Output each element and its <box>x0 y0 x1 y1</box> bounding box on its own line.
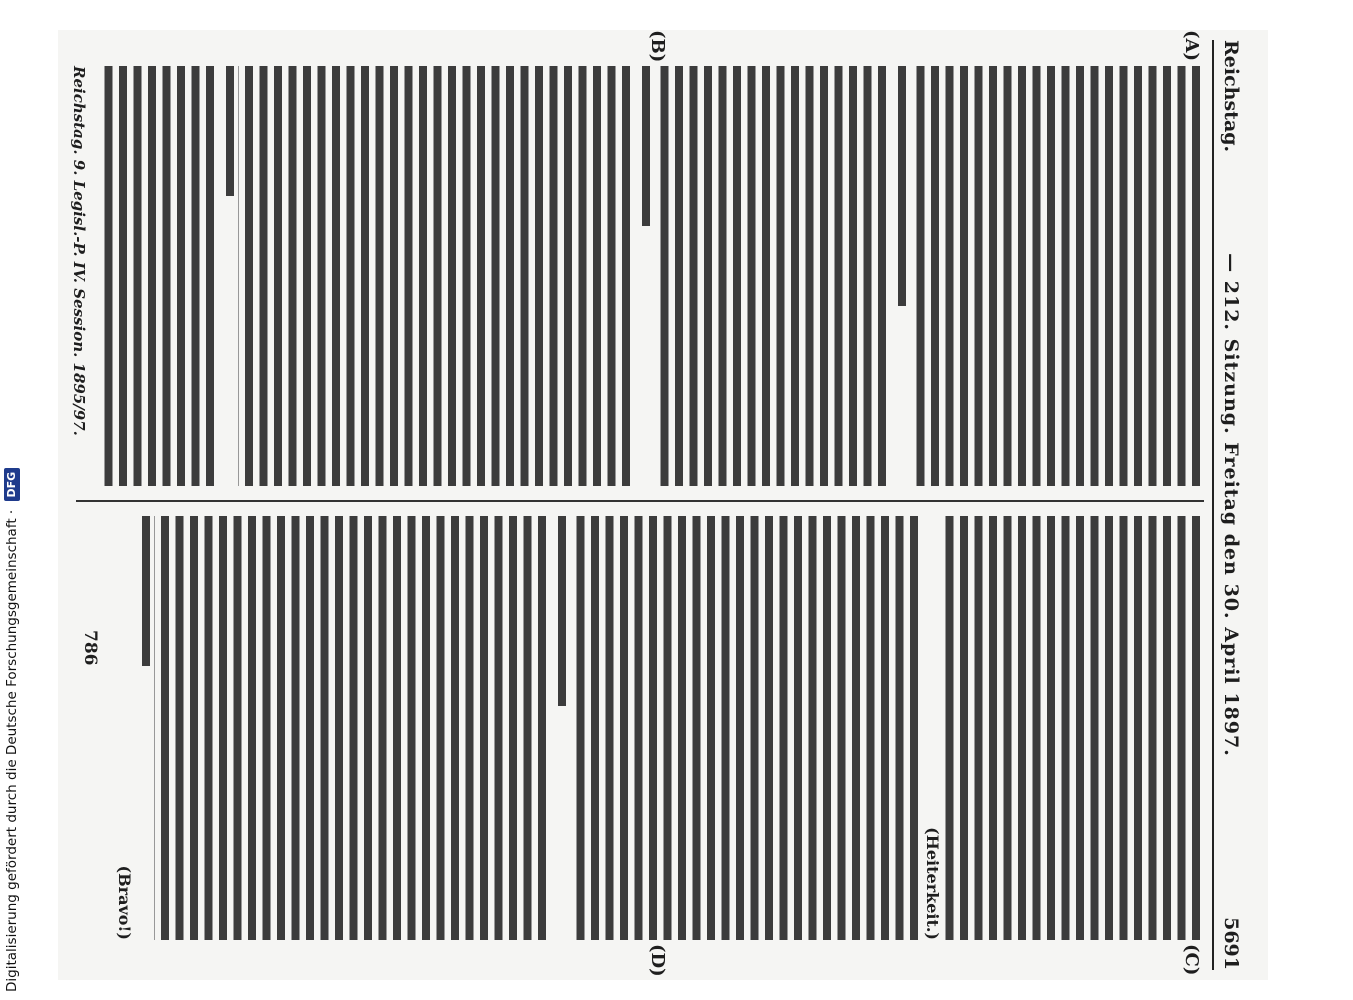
note-heiterkeit: (Heiterkeit.) <box>923 821 942 940</box>
page-number: 5691 <box>1220 917 1242 970</box>
right-paragraph-1 <box>942 516 1200 940</box>
left-paragraph-3-end <box>226 66 234 196</box>
imprint-line: Reichstag. 9. Legisl.-P. IV. Session. 1895/97. <box>70 66 88 436</box>
right-column <box>76 516 1204 940</box>
rotated-page <box>58 30 1268 980</box>
left-paragraph-2-end <box>642 66 650 226</box>
folio-number: 786 <box>80 630 100 666</box>
right-paragraph-3-end <box>142 516 150 666</box>
page-header <box>1212 40 1258 970</box>
right-paragraph-2-end <box>558 516 566 706</box>
column-divider <box>76 500 1204 502</box>
right-paragraph-2 <box>570 516 918 940</box>
left-paragraph-1-end <box>898 66 906 306</box>
digitisation-credit <box>1 0 23 1000</box>
margin-letter-a: (A) <box>1181 30 1202 61</box>
scanned-page <box>58 30 1268 980</box>
left-column <box>76 66 1204 486</box>
header-center: — 212. Sitzung. Freitag den 30. April 1897. <box>1220 253 1242 757</box>
header-left: Reichstag. <box>1220 40 1242 153</box>
margin-letter-b: (B) <box>647 30 668 63</box>
right-paragraph-3 <box>154 516 546 940</box>
dfg-logo: DFG <box>4 468 20 502</box>
left-paragraph-3 <box>238 66 630 486</box>
margin-letter-d: (D) <box>647 944 668 977</box>
left-paragraph-4 <box>98 66 214 486</box>
margin-letter-c: (C) <box>1181 944 1202 976</box>
note-bravo: (Bravo!) <box>115 860 134 940</box>
left-paragraph-1 <box>910 66 1200 486</box>
left-paragraph-2 <box>654 66 886 486</box>
credit-text: Digitalisierung gefördert durch die Deutsche Forschungsgemeinschaft · <box>4 509 20 992</box>
